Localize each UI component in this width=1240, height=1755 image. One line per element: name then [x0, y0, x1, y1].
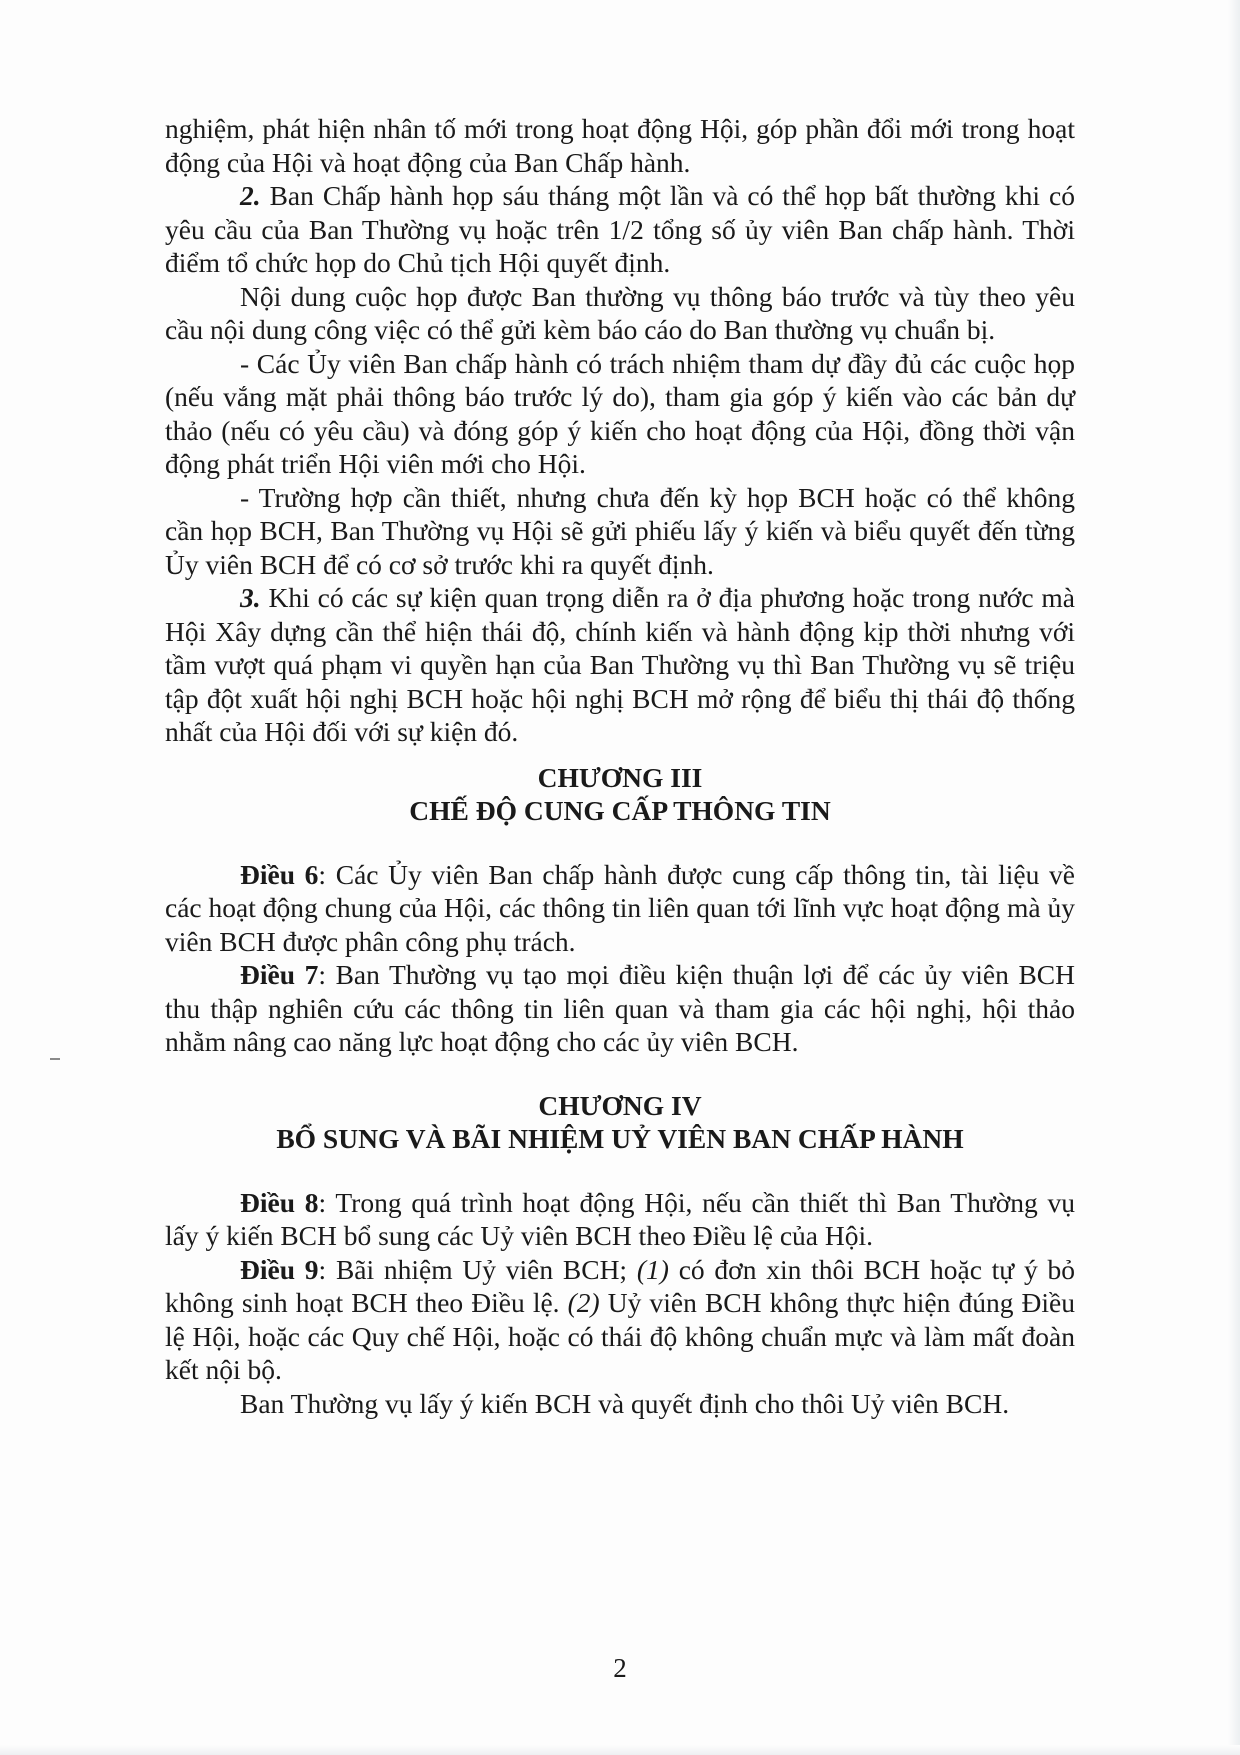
item-number-3: 3.	[240, 582, 261, 613]
chapter-3-title: CHẾ ĐỘ CUNG CẤP THÔNG TIN	[409, 795, 831, 826]
article-9-mark-2: (2)	[567, 1287, 600, 1318]
document-body	[165, 112, 1075, 1420]
article-7	[165, 958, 1075, 1059]
chapter-3-label: CHƯƠNG III	[537, 761, 703, 793]
closing-paragraph: Ban Thường vụ lấy ý kiến BCH và quyết định cho thôi Uỷ viên BCH.	[240, 1387, 1010, 1419]
article-7-label: Điều 7	[240, 959, 319, 990]
article-9-text-c: Uỷ viên BCH không thực hiện đúng Điều lệ Hội, hoặc các Quy chế Hội, hoặc có thái độ không chuẩn mực và làm mất đoàn kết nội bộ.	[165, 1287, 1075, 1385]
page-number: 2	[613, 1653, 627, 1683]
paragraph-written-vote: - Trường hợp cần thiết, nhưng chưa đến kỳ họp BCH hoặc có thể không cần họp BCH, Ban Thường vụ Hội sẽ gửi phiếu lấy ý kiến và biểu quyết đến từng Ủy viên BCH để có cơ sở trước khi ra quyết định.	[165, 481, 1075, 580]
paragraph-meeting-content: Nội dung cuộc họp được Ban thường vụ thông báo trước và tùy theo yêu cầu nội dung công việc có thể gửi kèm báo cáo do Ban thường vụ chuẩn bị.	[165, 280, 1075, 345]
article-9-label: Điều 9	[240, 1253, 319, 1285]
article-8-label: Điều 8	[240, 1186, 319, 1218]
paragraph-member-duties: - Các Ủy viên Ban chấp hành có trách nhiệm tham dự đầy đủ các cuộc họp (nếu vắng mặt phải thông báo trước lý do), tham gia góp ý kiến vào các bản dự thảo (nếu có yêu cầu) và đóng góp ý kiến cho hoạt động của Hội, đồng thời vận động phát triển Hội viên mới cho Hội.	[165, 347, 1075, 479]
article-6-text: : Các Ủy viên Ban chấp hành được cung cấp thông tin, tài liệu về các hoạt động chung của Hội, các thông tin liên quan tới lĩnh vực hoạt động mà ủy viên BCH được phân công phụ trách.	[165, 858, 1076, 957]
article-9-mark-1: (1)	[636, 1253, 669, 1285]
paragraph-item-2	[165, 179, 1075, 280]
paragraph-continuation: nghiệm, phát hiện nhân tố mới trong hoạt động Hội, góp phần đổi mới trong hoạt động của Hội và hoạt động của Ban Chấp hành.	[165, 113, 1075, 178]
page-edge-shadow	[1228, 0, 1240, 1755]
article-9	[165, 1253, 1075, 1387]
article-9-text-a: : Bãi nhiệm Uỷ viên BCH;	[318, 1253, 637, 1285]
page-bottom-shadow	[0, 1745, 1240, 1755]
chapter-4-label: CHƯƠNG IV	[538, 1089, 702, 1121]
article-9-text-b: có đơn xin thôi BCH hoặc tự ý bỏ không sinh hoạt BCH theo Điều lệ.	[165, 1253, 1076, 1318]
paragraph-item-3	[165, 581, 1075, 749]
article-8	[165, 1186, 1075, 1253]
paragraph-item-3-text: Khi có các sự kiện quan trọng diễn ra ở địa phương hoặc trong nước mà Hội Xây dựng cần thể hiện thái độ, chính kiến và hành động kịp thời nhưng với tầm vượt quá phạm vi quyền hạn của Ban Thường vụ thì Ban Thường vụ sẽ triệu tập đột xuất hội nghị BCH hoặc hội nghị BCH mở rộng để biểu thị thái độ thống nhất của Hội đối với sự kiện đó.	[165, 582, 1075, 747]
scan-mark	[50, 1058, 60, 1060]
article-8-text: : Trong quá trình hoạt động Hội, nếu cần thiết thì Ban Thường vụ lấy ý kiến BCH bổ sung các Uỷ viên BCH theo Điều lệ của Hội.	[165, 1186, 1075, 1251]
item-number-2: 2.	[240, 180, 261, 211]
article-6-label: Điều 6	[240, 858, 319, 890]
chapter-4-title: BỔ SUNG VÀ BÃI NHIỆM UỶ VIÊN BAN CHẤP HÀNH	[276, 1123, 964, 1154]
paragraph-item-2-text: Ban Chấp hành họp sáu tháng một lần và có thể họp bất thường khi có yêu cầu của Ban Thường vụ hoặc trên 1/2 tổng số ủy viên Ban chấp hành. Thời điểm tổ chức họp do Chủ tịch Hội quyết định.	[165, 180, 1075, 278]
article-7-text: : Ban Thường vụ tạo mọi điều kiện thuận lợi để các ủy viên BCH thu thập nghiên cứu các thông tin liên quan và tham gia các hội nghị, hội thảo nhằm nâng cao năng lực hoạt động cho các ủy viên BCH.	[165, 959, 1076, 1057]
article-6	[165, 858, 1075, 959]
